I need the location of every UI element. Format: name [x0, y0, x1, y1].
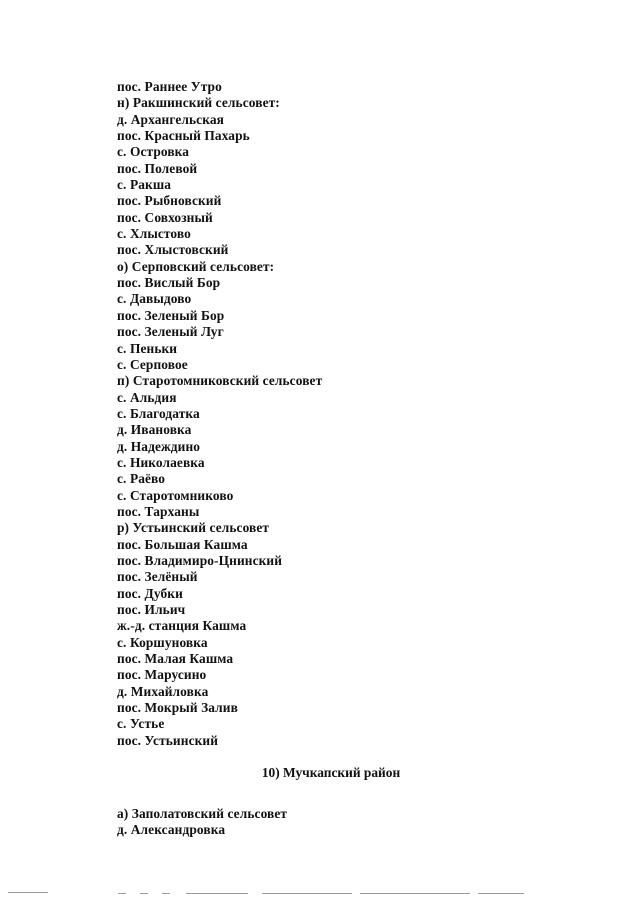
- list-line: пос. Владимиро-Цнинский: [117, 552, 283, 569]
- list-line: с. Николаевка: [117, 454, 205, 471]
- list-line: д. Михайловка: [117, 683, 209, 700]
- list-line: пос. Малая Кашма: [117, 651, 234, 667]
- list-line: пос. Зелёный: [117, 569, 198, 585]
- list-line: с. Устье: [117, 716, 165, 732]
- scan-mark: [162, 893, 170, 894]
- list-line: д. Александровка: [117, 822, 226, 838]
- list-line: д. Ивановка: [117, 422, 192, 438]
- scan-mark: [186, 893, 248, 894]
- list-line: с. Хлыстово: [117, 226, 191, 242]
- subdivision-heading: а) Заполатовский сельсовет: [117, 806, 288, 822]
- list-line: с. Старотомниково: [117, 487, 234, 503]
- subdivision-heading: р) Устьинский сельсовет: [117, 520, 270, 536]
- list-line: пос. Рыбновский: [117, 193, 222, 209]
- list-line: пос. Раннее Утро: [117, 79, 222, 95]
- list-line: с. Альдия: [117, 389, 177, 405]
- list-line: пос. Устьинский: [117, 732, 219, 749]
- list-line: с. Коршуновка: [117, 634, 208, 650]
- list-line: пос. Зеленый Бор: [117, 307, 225, 324]
- list-line: пос. Ильич: [117, 602, 186, 618]
- list-line: с. Пеньки: [117, 340, 178, 356]
- scan-mark: [360, 893, 470, 894]
- subdivision-heading: п) Старотомниковский сельсовет: [117, 373, 323, 389]
- scan-mark: [262, 893, 352, 894]
- settlement-list-continued: [117, 806, 287, 839]
- list-line: пос. Совхозный: [117, 209, 213, 226]
- list-line: с. Раёво: [117, 471, 166, 487]
- list-line: с. Серповое: [117, 356, 188, 373]
- settlement-list: [117, 79, 322, 749]
- scan-mark: [140, 893, 148, 894]
- district-heading: 10) Мучкапский район: [261, 765, 401, 780]
- subdivision-heading: о) Серповский сельсовет:: [117, 258, 275, 275]
- scan-mark: [478, 893, 524, 894]
- list-line: с. Давыдово: [117, 291, 192, 307]
- scan-mark: [118, 893, 126, 894]
- list-line: с. Благодатка: [117, 405, 200, 422]
- scan-artifact-marks: [0, 890, 640, 896]
- list-line: пос. Марусино: [117, 667, 207, 683]
- list-line: с. Ракша: [117, 177, 172, 193]
- list-line: пос. Дубки: [117, 585, 183, 601]
- list-line: д. Надеждино: [117, 438, 201, 454]
- list-line: пос. Полевой: [117, 160, 198, 177]
- list-line: пос. Вислый Бор: [117, 275, 221, 291]
- list-line: пос. Зеленый Луг: [117, 324, 224, 340]
- list-line: с. Островка: [117, 144, 190, 160]
- list-line: ж.-д. станция Кашма: [117, 618, 247, 634]
- list-line: пос. Хлыстовский: [117, 242, 229, 258]
- list-line: пос. Большая Кашма: [117, 536, 248, 552]
- list-line: пос. Тарханы: [117, 503, 200, 520]
- list-line: пос. Мокрый Залив: [117, 700, 238, 716]
- scan-mark: [8, 892, 48, 893]
- subdivision-heading: н) Ракшинский сельсовет:: [117, 95, 280, 111]
- list-line: д. Архангельская: [117, 111, 224, 127]
- list-line: пос. Красный Пахарь: [117, 128, 250, 144]
